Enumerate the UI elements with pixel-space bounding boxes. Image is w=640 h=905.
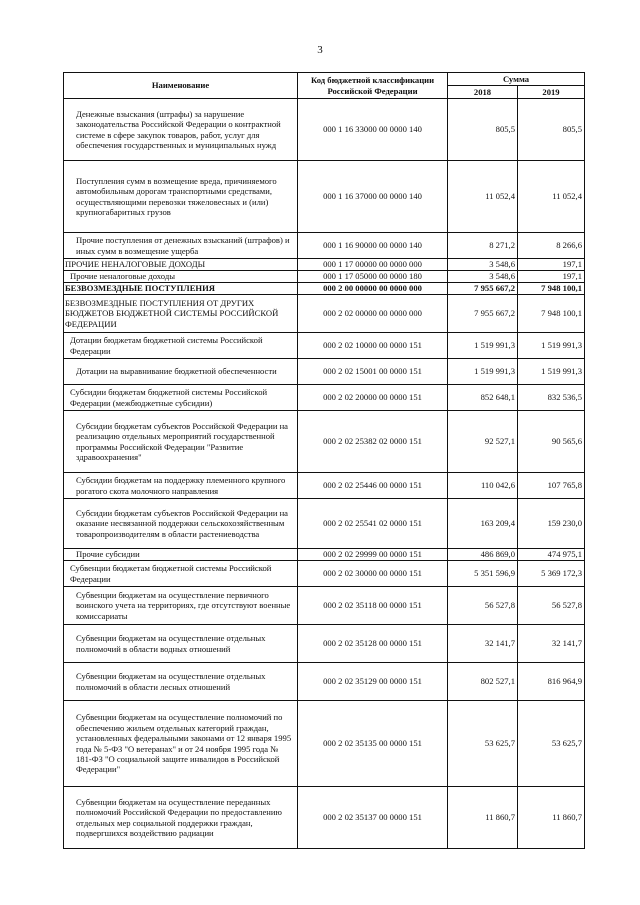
row-name: Денежные взыскания (штрафы) за нарушение законодательства Российской Федерации о контрактной системе в сфере закупок товаров, работ, услуг для обеспечения государственных и муниципальных нужд xyxy=(64,99,298,161)
table-row xyxy=(64,259,585,271)
row-name: Субсидии бюджетам субъектов Российской Федерации на реализацию отдельных мероприятий государственной программы Российской Федерации "Развитие здравоохранения" xyxy=(64,411,298,473)
row-name: Дотации на выравнивание бюджетной обеспеченности xyxy=(64,359,298,385)
table-row xyxy=(64,499,585,549)
row-value-2018: 11 860,7 xyxy=(448,787,518,849)
row-value-2018: 163 209,4 xyxy=(448,499,518,549)
table-row xyxy=(64,359,585,385)
row-value-2018: 7 955 667,2 xyxy=(448,283,518,295)
row-value-2019: 53 625,7 xyxy=(518,701,585,787)
row-code: 000 2 02 10000 00 0000 151 xyxy=(298,333,448,359)
row-code: 000 2 02 35128 00 0000 151 xyxy=(298,625,448,663)
table-row xyxy=(64,587,585,625)
row-value-2019: 107 765,8 xyxy=(518,473,585,499)
row-name: БЕЗВОЗМЕЗДНЫЕ ПОСТУПЛЕНИЯ xyxy=(64,283,298,295)
row-code: 000 2 02 29999 00 0000 151 xyxy=(298,549,448,561)
row-value-2018: 92 527,1 xyxy=(448,411,518,473)
table-row xyxy=(64,787,585,849)
row-value-2018: 805,5 xyxy=(448,99,518,161)
row-code: 000 2 02 25446 00 0000 151 xyxy=(298,473,448,499)
table-row xyxy=(64,625,585,663)
row-value-2018: 3 548,6 xyxy=(448,259,518,271)
header-sum: Сумма xyxy=(448,73,585,86)
row-value-2018: 110 042,6 xyxy=(448,473,518,499)
table-row xyxy=(64,549,585,561)
row-code: 000 2 02 35129 00 0000 151 xyxy=(298,663,448,701)
table-row xyxy=(64,411,585,473)
table-row xyxy=(64,295,585,333)
header-code: Код бюджетной классификации Российской Федерации xyxy=(298,73,448,99)
row-code: 000 2 02 35135 00 0000 151 xyxy=(298,701,448,787)
row-value-2018: 802 527,1 xyxy=(448,663,518,701)
row-value-2019: 32 141,7 xyxy=(518,625,585,663)
row-name: Субсидии бюджетам бюджетной системы Российской Федерации (межбюджетные субсидии) xyxy=(64,385,298,411)
row-value-2019: 7 948 100,1 xyxy=(518,283,585,295)
row-value-2019: 1 519 991,3 xyxy=(518,333,585,359)
row-code: 000 2 02 30000 00 0000 151 xyxy=(298,561,448,587)
row-value-2018: 3 548,6 xyxy=(448,271,518,283)
table-row xyxy=(64,233,585,259)
row-name: Дотации бюджетам бюджетной системы Российской Федерации xyxy=(64,333,298,359)
row-name: Субвенции бюджетам на осуществление отдельных полномочий в области лесных отношений xyxy=(64,663,298,701)
row-value-2019: 5 369 172,3 xyxy=(518,561,585,587)
row-value-2018: 5 351 596,9 xyxy=(448,561,518,587)
table-row xyxy=(64,271,585,283)
table-row xyxy=(64,701,585,787)
row-value-2019: 197,1 xyxy=(518,271,585,283)
row-code: 000 1 17 00000 00 0000 000 xyxy=(298,259,448,271)
page-number: 3 xyxy=(317,44,323,56)
row-value-2018: 7 955 667,2 xyxy=(448,295,518,333)
table-row xyxy=(64,283,585,295)
header-year-2019: 2019 xyxy=(518,86,585,99)
row-name: ПРОЧИЕ НЕНАЛОГОВЫЕ ДОХОДЫ xyxy=(64,259,298,271)
row-code: 000 2 02 25382 02 0000 151 xyxy=(298,411,448,473)
row-name: Поступления сумм в возмещение вреда, причиняемого автомобильным дорогам транспортными средствами, осуществляющими перевозки тяжеловесных и (или) крупногабаритных грузов xyxy=(64,161,298,233)
row-code: 000 2 02 25541 02 0000 151 xyxy=(298,499,448,549)
row-value-2019: 197,1 xyxy=(518,259,585,271)
row-value-2018: 1 519 991,3 xyxy=(448,333,518,359)
table-row xyxy=(64,561,585,587)
row-value-2019: 474 975,1 xyxy=(518,549,585,561)
row-name: Субвенции бюджетам на осуществление отдельных полномочий в области водных отношений xyxy=(64,625,298,663)
row-value-2019: 832 536,5 xyxy=(518,385,585,411)
table-row xyxy=(64,161,585,233)
table-row xyxy=(64,333,585,359)
row-name: БЕЗВОЗМЕЗДНЫЕ ПОСТУПЛЕНИЯ ОТ ДРУГИХ БЮДЖЕТОВ БЮДЖЕТНОЙ СИСТЕМЫ РОССИЙСКОЙ ФЕДЕРАЦИИ xyxy=(64,295,298,333)
row-value-2019: 159 230,0 xyxy=(518,499,585,549)
row-value-2019: 7 948 100,1 xyxy=(518,295,585,333)
table-row xyxy=(64,473,585,499)
row-code: 000 1 16 37000 00 0000 140 xyxy=(298,161,448,233)
row-code: 000 2 02 00000 00 0000 000 xyxy=(298,295,448,333)
row-value-2019: 1 519 991,3 xyxy=(518,359,585,385)
row-name: Субвенции бюджетам на осуществление переданных полномочий Российской Федерации по предоставлению отдельных мер социальной поддержки граждан, подвергшихся воздействию радиации xyxy=(64,787,298,849)
row-code: 000 1 17 05000 00 0000 180 xyxy=(298,271,448,283)
row-code: 000 2 02 35118 00 0000 151 xyxy=(298,587,448,625)
row-name: Прочие поступления от денежных взысканий (штрафов) и иных сумм в возмещение ущерба xyxy=(64,233,298,259)
row-value-2019: 90 565,6 xyxy=(518,411,585,473)
header-year-2018: 2018 xyxy=(448,86,518,99)
row-name: Субвенции бюджетам на осуществление первичного воинского учета на территориях, где отсутствуют военные комиссариаты xyxy=(64,587,298,625)
row-value-2018: 852 648,1 xyxy=(448,385,518,411)
row-value-2018: 56 527,8 xyxy=(448,587,518,625)
row-value-2019: 56 527,8 xyxy=(518,587,585,625)
row-value-2018: 8 271,2 xyxy=(448,233,518,259)
row-value-2019: 8 266,6 xyxy=(518,233,585,259)
row-name: Прочие субсидии xyxy=(64,549,298,561)
table-row xyxy=(64,99,585,161)
row-value-2018: 11 052,4 xyxy=(448,161,518,233)
row-code: 000 1 16 90000 00 0000 140 xyxy=(298,233,448,259)
row-value-2019: 816 964,9 xyxy=(518,663,585,701)
row-name: Субвенции бюджетам бюджетной системы Российской Федерации xyxy=(64,561,298,587)
row-value-2019: 11 860,7 xyxy=(518,787,585,849)
row-value-2018: 1 519 991,3 xyxy=(448,359,518,385)
row-value-2018: 486 869,0 xyxy=(448,549,518,561)
row-code: 000 2 02 20000 00 0000 151 xyxy=(298,385,448,411)
row-name: Субсидии бюджетам на поддержку племенного крупного рогатого скота молочного направления xyxy=(64,473,298,499)
row-code: 000 2 02 15001 00 0000 151 xyxy=(298,359,448,385)
row-value-2019: 11 052,4 xyxy=(518,161,585,233)
row-code: 000 1 16 33000 00 0000 140 xyxy=(298,99,448,161)
table-row xyxy=(64,663,585,701)
row-name: Прочие неналоговые доходы xyxy=(64,271,298,283)
table-row xyxy=(64,385,585,411)
row-value-2018: 53 625,7 xyxy=(448,701,518,787)
row-code: 000 2 00 00000 00 0000 000 xyxy=(298,283,448,295)
header-name: Наименование xyxy=(64,73,298,99)
row-value-2018: 32 141,7 xyxy=(448,625,518,663)
budget-income-table xyxy=(63,72,585,849)
row-code: 000 2 02 35137 00 0000 151 xyxy=(298,787,448,849)
row-name: Субсидии бюджетам субъектов Российской Федерации на оказание несвязанной поддержки сельскохозяйственным товаропроизводителям в области растениеводства xyxy=(64,499,298,549)
row-name: Субвенции бюджетам на осуществление полномочий по обеспечению жильем отдельных категорий граждан, установленных федеральными законами от 12 января 1995 года № 5-ФЗ "О ветеранах" и от 24 ноября 1995 года № 181-ФЗ "О социальной защите инвалидов в Российской Федерации" xyxy=(64,701,298,787)
row-value-2019: 805,5 xyxy=(518,99,585,161)
